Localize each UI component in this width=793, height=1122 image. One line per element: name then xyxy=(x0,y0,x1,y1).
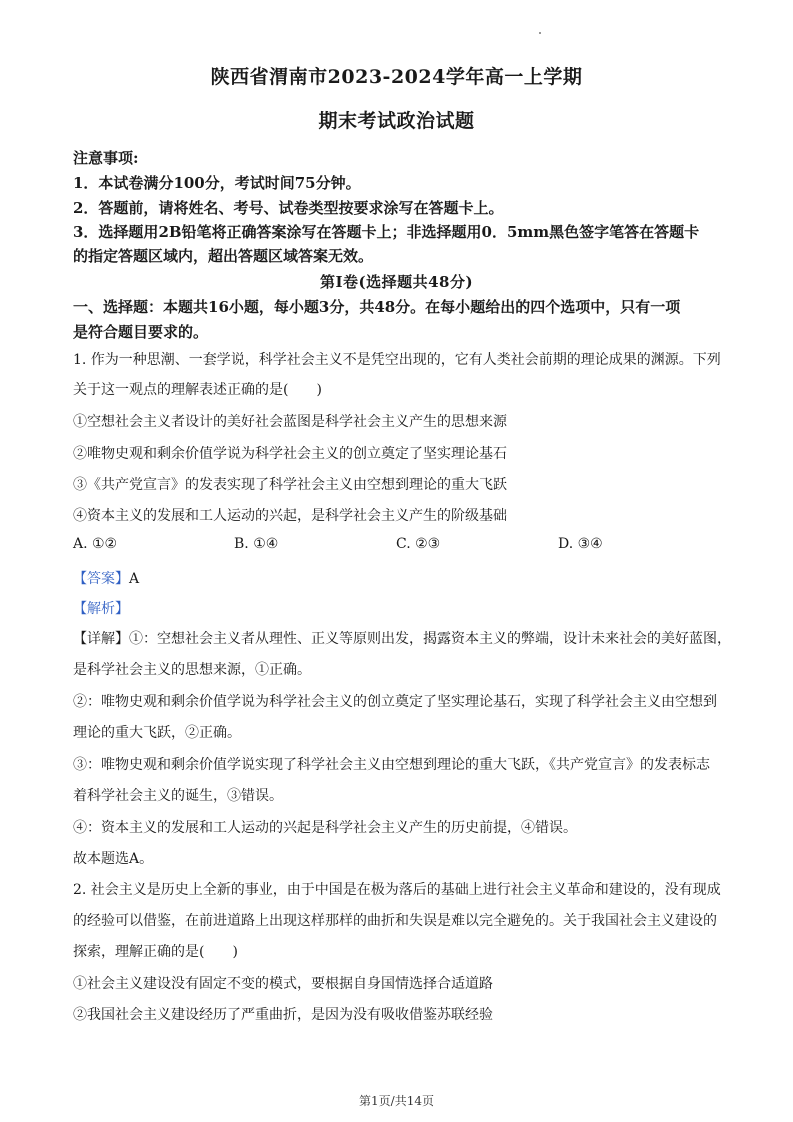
answer-value: A xyxy=(129,571,140,587)
detail-line xyxy=(73,628,731,648)
page-number: 第1页/共14页 xyxy=(359,1094,434,1108)
question-1-statement: ②唯物史观和剩余价值学说为科学社会主义的创立奠定了坚实理论基石 xyxy=(73,446,507,462)
answer-line xyxy=(73,568,139,588)
question-2-stem: 探索，理解正确的是( ) xyxy=(73,944,238,960)
option-d: D. ③④ xyxy=(558,536,603,552)
question-2-statement: ①社会主义建设没有固定不变的模式，要根据自身国情选择合适道路 xyxy=(73,976,493,992)
detail-line: 是科学社会主义的思想来源，①正确。 xyxy=(73,662,311,678)
detail-line: ③：唯物史观和剩余价值学说实现了科学社会主义由空想到理论的重大飞跃，《共产党宣言》的发表标志 xyxy=(73,757,710,773)
notice-item: 3．选择题用2B铅笔将正确答案涂写在答题卡上；非选择题用0．5mm黑色签字笔答在答题卡 xyxy=(73,223,700,241)
exam-title-line2: 期末考试政治试题 xyxy=(318,110,475,132)
question-1-statement: ①空想社会主义者设计的美好社会蓝图是科学社会主义产生的思想来源 xyxy=(73,414,507,430)
question-1-stem: 1. 作为一种思潮、一套学说，科学社会主义不是凭空出现的，它有人类社会前期的理论成果的渊源。下列 xyxy=(73,352,721,368)
detail-text: ①：空想社会主义者从理性、正义等原则出发，揭露资本主义的弊端，设计未来社会的美好蓝图， xyxy=(129,631,731,647)
question-2-statement: ②我国社会主义建设经历了严重曲折，是因为没有吸收借鉴苏联经验 xyxy=(73,1007,493,1023)
detail-line: ②：唯物史观和剩余价值学说为科学社会主义的创立奠定了坚实理论基石，实现了科学社会主义由空想到 xyxy=(73,694,717,710)
notice-heading: 注意事项: xyxy=(73,149,139,167)
scan-dot xyxy=(539,32,541,34)
notice-item: 2．答题前，请将姓名、考号、试卷类型按要求涂写在答题卡上。 xyxy=(73,199,504,217)
detail-line: ④：资本主义的发展和工人运动的兴起是科学社会主义产生的历史前提，④错误。 xyxy=(73,820,577,836)
question-1-stem: 关于这一观点的理解表述正确的是( ) xyxy=(73,382,322,398)
notice-item: 1．本试卷满分100分，考试时间75分钟。 xyxy=(73,174,361,192)
detail-line: 理论的重大飞跃，②正确。 xyxy=(73,725,241,741)
option-c: C. ②③ xyxy=(396,536,441,552)
notice-item: 的指定答题区域内，超出答题区域答案无效。 xyxy=(73,247,374,265)
section-instructions: 是符合题目要求的。 xyxy=(73,323,209,341)
volume-title: 第Ⅰ卷(选择题共48分) xyxy=(319,273,474,291)
question-2-stem: 的经验可以借鉴，在前进道路上出现这样那样的曲折和失误是难以完全避免的。关于我国社会主义建设的 xyxy=(73,913,717,929)
analysis-line xyxy=(73,598,129,618)
question-2-stem: 2. 社会主义是历史上全新的事业，由于中国是在极为落后的基础上进行社会主义革命和建设的，没有现成 xyxy=(73,882,721,898)
detail-line: 着科学社会主义的诞生，③错误。 xyxy=(73,788,283,804)
option-b: B. ①④ xyxy=(234,536,279,552)
analysis-tag: 【解析】 xyxy=(73,601,129,617)
detail-tag: 【详解】 xyxy=(73,631,129,647)
answer-tag: 【答案】 xyxy=(73,571,129,587)
question-1-statement: ③《共产党宣言》的发表实现了科学社会主义由空想到理论的重大飞跃 xyxy=(73,477,507,493)
question-1-statement: ④资本主义的发展和工人运动的兴起，是科学社会主义产生的阶级基础 xyxy=(73,508,507,524)
section-instructions: 一、选择题：本题共16小题，每小题3分，共48分。在每小题给出的四个选项中，只有一项 xyxy=(73,298,681,316)
option-a: A. ①② xyxy=(73,536,118,552)
detail-conclusion: 故本题选A。 xyxy=(73,851,154,867)
exam-title-line1: 陕西省渭南市2023-2024学年高一上学期 xyxy=(210,66,583,88)
